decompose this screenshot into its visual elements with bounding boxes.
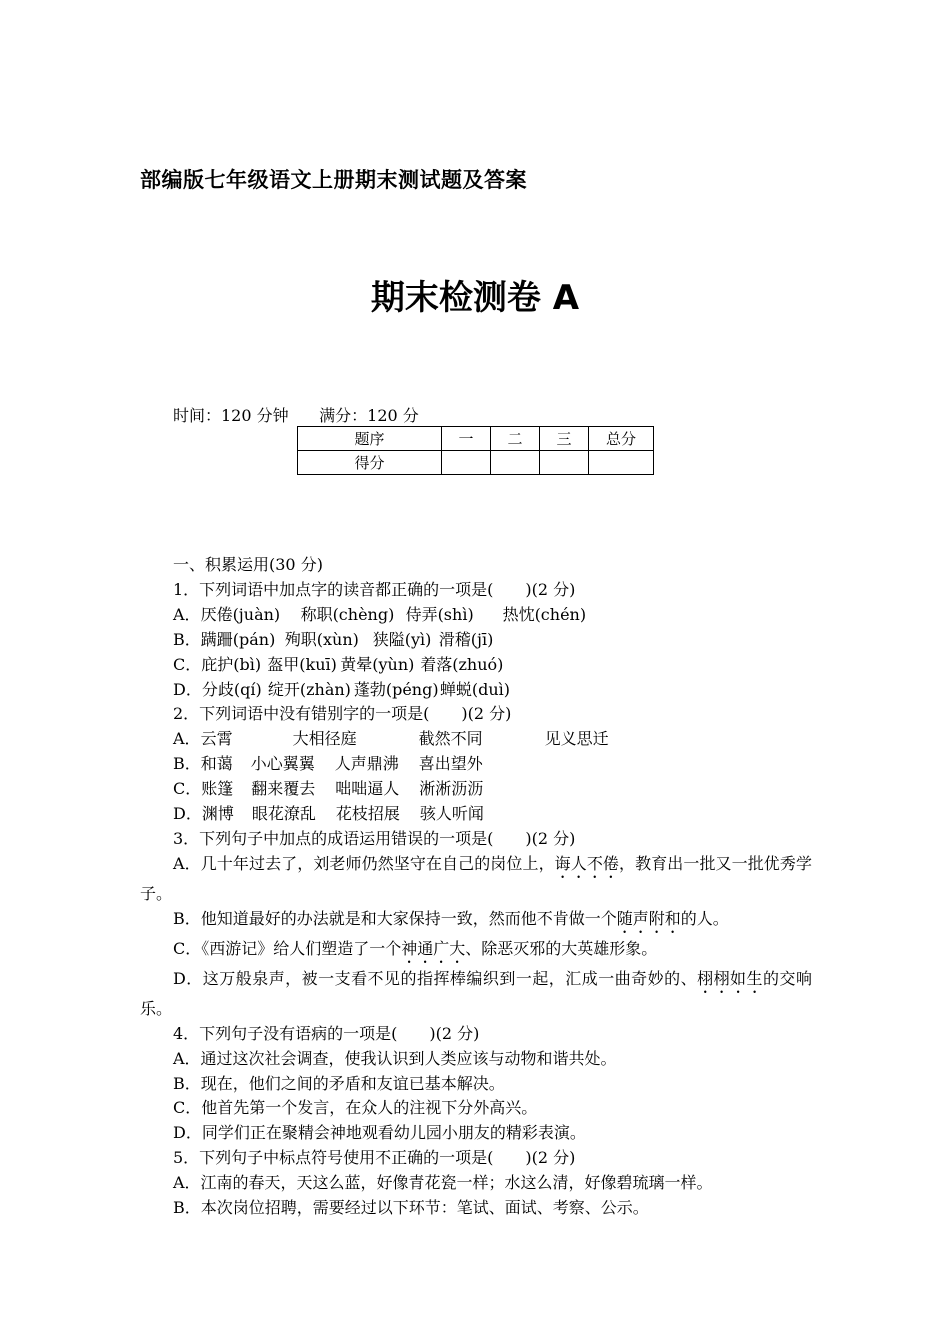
dotted-idiom: 随声附和: [616, 908, 681, 928]
option-label: D．: [173, 804, 202, 824]
option-item: 厌倦(juàn): [200, 604, 281, 624]
option-row: [140, 752, 812, 777]
option-item: 小心翼翼: [250, 754, 315, 774]
option-item: 庇护(bì): [201, 654, 262, 674]
option-paragraph: [140, 937, 812, 967]
option-row: [140, 727, 812, 752]
option-text: B．他知道最好的办法就是和大家保持一致，然而他不肯做一个: [173, 908, 617, 928]
question-stem: 4．下列句子没有语病的一项是( )(2 分): [173, 1023, 480, 1043]
score-table-cell: 一: [442, 427, 491, 451]
option-row: B．现在，他们之间的矛盾和友谊已基本解决。: [173, 1073, 505, 1093]
option-label: D．: [173, 679, 202, 699]
score-table-cell: 三: [540, 427, 589, 451]
option-item: 大相径庭: [292, 729, 357, 749]
score-table-empty-cell: [589, 451, 654, 475]
score-table: [297, 426, 654, 475]
question-content: [140, 553, 812, 1221]
question-stem: 3．下列句子中加点的成语运用错误的一项是( )(2 分): [173, 828, 576, 848]
option-text: 、除恶灭邪的大英雄形象。: [465, 938, 658, 958]
option-row: [140, 653, 812, 678]
time-score-line: 时间：120 分钟 满分：120 分: [173, 406, 419, 425]
option-label: A．: [173, 729, 201, 749]
dotted-idiom: 栩栩如生: [697, 968, 764, 988]
dotted-idiom: 诲人不倦: [554, 853, 620, 873]
option-row: A．江南的春天，天这么蓝，好像青花瓷一样；水这么清，好像碧琉璃一样。: [173, 1173, 713, 1193]
option-row: A．通过这次社会调查，使我认识到人类应该与动物和谐共处。: [173, 1048, 617, 1068]
option-item: 人声鼎沸: [334, 754, 399, 774]
option-paragraph: [140, 967, 812, 1022]
option-row: [140, 777, 812, 802]
option-row: [140, 603, 812, 628]
score-table-header-row: [298, 427, 654, 451]
score-table-score-row: [298, 451, 654, 475]
option-text: A．几十年过去了，刘老师仍然坚守在自己的岗位上，: [173, 853, 555, 873]
option-item: 翻来覆去: [251, 779, 316, 799]
option-text: C．《西游记》给人们塑造了一个: [173, 938, 402, 958]
option-row: D．同学们正在聚精会神地观看幼儿园小朋友的精彩表演。: [173, 1123, 586, 1143]
option-item: 咄咄逼人: [335, 779, 400, 799]
option-item: 蓬勃(péng): [353, 679, 439, 699]
option-label: B．: [173, 629, 201, 649]
option-item: 黄晕(yùn): [340, 654, 415, 674]
option-item: 眼花潦乱: [251, 804, 316, 824]
option-item: 称职(chèng): [300, 604, 395, 624]
document-title: 部编版七年级语文上册期末测试题及答案: [140, 168, 527, 192]
option-paragraph: [140, 907, 812, 937]
option-item: 喜出望外: [418, 754, 483, 774]
score-table-empty-cell: [491, 451, 540, 475]
option-item: 热忱(chén): [502, 604, 587, 624]
option-item: 蝉蜕(duì): [439, 679, 510, 699]
option-row: [140, 802, 812, 827]
option-item: 见义思迁: [544, 729, 609, 749]
option-paragraph: [140, 852, 812, 907]
option-item: 蹒跚(pán): [200, 629, 276, 649]
option-item: 滑稽(jī): [438, 629, 494, 649]
option-item: 绽开(zhàn): [267, 679, 351, 699]
option-label: A．: [173, 604, 201, 624]
option-text: 的人。: [680, 908, 729, 928]
option-item: 侍弄(shì): [405, 604, 474, 624]
option-item: 截然不同: [418, 729, 483, 749]
question-stem: 1．下列词语中加点字的读音都正确的一项是( )(2 分): [173, 579, 576, 599]
score-table-cell: 总分: [589, 427, 654, 451]
option-row: [140, 628, 812, 653]
option-item: 殉职(xùn): [284, 629, 359, 649]
option-item: 淅淅沥沥: [419, 779, 484, 799]
option-text: 的交响乐。: [140, 968, 812, 1018]
option-text: D．这万般泉声，被一支看不见的指挥棒编织到一起，汇成一曲奇妙的、: [173, 968, 698, 988]
dotted-idiom: 神通广大: [401, 938, 466, 958]
score-table-cell: 题序: [298, 427, 442, 451]
score-table-cell: 二: [491, 427, 540, 451]
option-row: [140, 678, 812, 703]
option-item: 账篷: [201, 779, 234, 799]
question-stem: 5．下列句子中标点符号使用不正确的一项是( )(2 分): [173, 1148, 576, 1168]
option-item: 分歧(qí): [201, 679, 262, 699]
option-row: B．本次岗位招聘，需要经过以下环节：笔试、面试、考察、公示。: [173, 1198, 649, 1218]
score-table-empty-cell: [442, 451, 491, 475]
option-item: 盔甲(kuī): [267, 654, 337, 674]
option-label: C．: [173, 779, 202, 799]
option-item: 狭隘(yì): [372, 629, 432, 649]
section-heading: 一、积累运用(30 分): [173, 555, 323, 574]
score-table-cell: 得分: [298, 451, 442, 475]
option-label: B．: [173, 754, 201, 774]
option-label: C．: [173, 654, 202, 674]
option-item: 骇人听闻: [419, 804, 484, 824]
question-stem: 2．下列词语中没有错别字的一项是( )(2 分): [173, 704, 512, 724]
option-item: 渊博: [201, 804, 234, 824]
option-item: 云霄: [200, 729, 233, 749]
score-table-empty-cell: [540, 451, 589, 475]
option-row: C．他首先第一个发言，在众人的注视下分外高兴。: [173, 1098, 538, 1118]
exam-title: 期末检测卷 A: [370, 278, 580, 318]
option-item: 和蔼: [200, 754, 233, 774]
option-item: 花枝招展: [335, 804, 400, 824]
option-item: 着落(zhuó): [420, 654, 504, 674]
option-text: ，教育出一批又一批优秀学子。: [140, 853, 812, 903]
